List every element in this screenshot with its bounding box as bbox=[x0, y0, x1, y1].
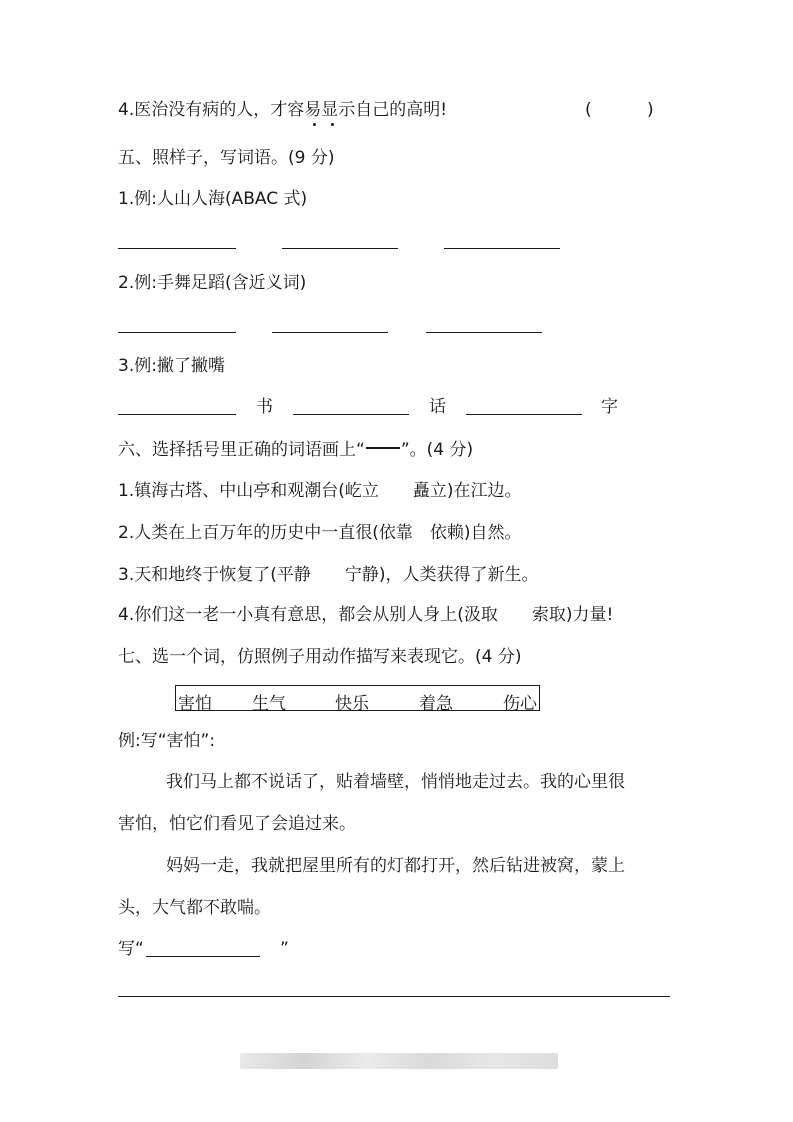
section-5-item-1: 1.例:人山人海(ABAC 式) bbox=[118, 189, 308, 209]
section-6-title-after: ”。(4 分) bbox=[400, 440, 474, 460]
emphasis-dot bbox=[331, 123, 334, 126]
writing-line[interactable] bbox=[118, 996, 670, 997]
word-choice[interactable]: 着急 bbox=[419, 694, 453, 714]
write-prompt-close: ” bbox=[280, 939, 289, 959]
answer-blank[interactable] bbox=[282, 248, 398, 249]
answer-blank[interactable] bbox=[426, 332, 542, 333]
write-prompt-open: 写“ bbox=[118, 939, 144, 959]
answer-bracket-open: ( bbox=[585, 100, 592, 120]
section-5-item-2: 2.例:手舞足蹈(含近义词) bbox=[118, 273, 307, 293]
emphasis-dot bbox=[313, 123, 316, 126]
underline-mark bbox=[366, 447, 400, 449]
answer-blank[interactable] bbox=[444, 248, 560, 249]
answer-blank[interactable] bbox=[272, 332, 388, 333]
example-paragraph-1-line-2: 害怕，怕它们看见了会追过来。 bbox=[118, 814, 356, 834]
section-6-item-1: 1.镇海古塔、中山亭和观潮台(屹立 矗立)在江边。 bbox=[118, 481, 522, 501]
item-3-word-zi: 字 bbox=[601, 397, 618, 417]
section-7-title: 七、选一个词，仿照例子用动作描写来表现它。(4 分) bbox=[118, 647, 522, 667]
answer-blank[interactable] bbox=[118, 248, 236, 249]
section-6-title-before: 六、选择括号里正确的词语画上“ bbox=[118, 440, 365, 460]
example-label: 例:写“害怕”: bbox=[118, 731, 216, 751]
question-4-4-text: 4.医治没有病的人，才容易显示自己的高明! bbox=[118, 100, 448, 120]
write-word-blank[interactable] bbox=[146, 956, 260, 957]
word-choice-box bbox=[175, 685, 540, 714]
section-6-title bbox=[118, 442, 473, 459]
item-3-word-shu: 书 bbox=[256, 397, 273, 417]
section-5-title: 五、照样子，写词语。(9 分) bbox=[118, 148, 335, 168]
word-choice[interactable]: 害怕 bbox=[178, 694, 212, 714]
word-choice[interactable]: 快乐 bbox=[335, 694, 369, 714]
word-choice[interactable]: 伤心 bbox=[503, 694, 537, 714]
section-5-item-3: 3.例:撇了撇嘴 bbox=[118, 356, 225, 376]
example-paragraph-2-line-2: 头，大气都不敢喘。 bbox=[118, 898, 271, 918]
section-6-item-4: 4.你们这一老一小真有意思，都会从别人身上(汲取 索取)力量! bbox=[118, 605, 614, 625]
section-6-item-2: 2.人类在上百万年的历史中一直很(依靠 依赖)自然。 bbox=[118, 523, 522, 543]
answer-blank[interactable] bbox=[118, 414, 236, 415]
answer-blank[interactable] bbox=[118, 332, 236, 333]
item-3-word-hua: 话 bbox=[429, 397, 446, 417]
answer-blank[interactable] bbox=[466, 414, 582, 415]
section-6-item-3: 3.天和地终于恢复了(平静 宁静)，人类获得了新生。 bbox=[118, 565, 539, 585]
answer-blank[interactable] bbox=[293, 414, 409, 415]
example-paragraph-1-line-1: 我们马上都不说话了，贴着墙壁，悄悄地走过去。我的心里很 bbox=[166, 772, 625, 792]
word-choice[interactable]: 生气 bbox=[252, 694, 286, 714]
blurred-footer bbox=[240, 1053, 558, 1069]
answer-bracket-close: ) bbox=[647, 100, 654, 120]
example-paragraph-2-line-1: 妈妈一走，我就把屋里所有的灯都打开，然后钻进被窝，蒙上 bbox=[166, 856, 625, 876]
